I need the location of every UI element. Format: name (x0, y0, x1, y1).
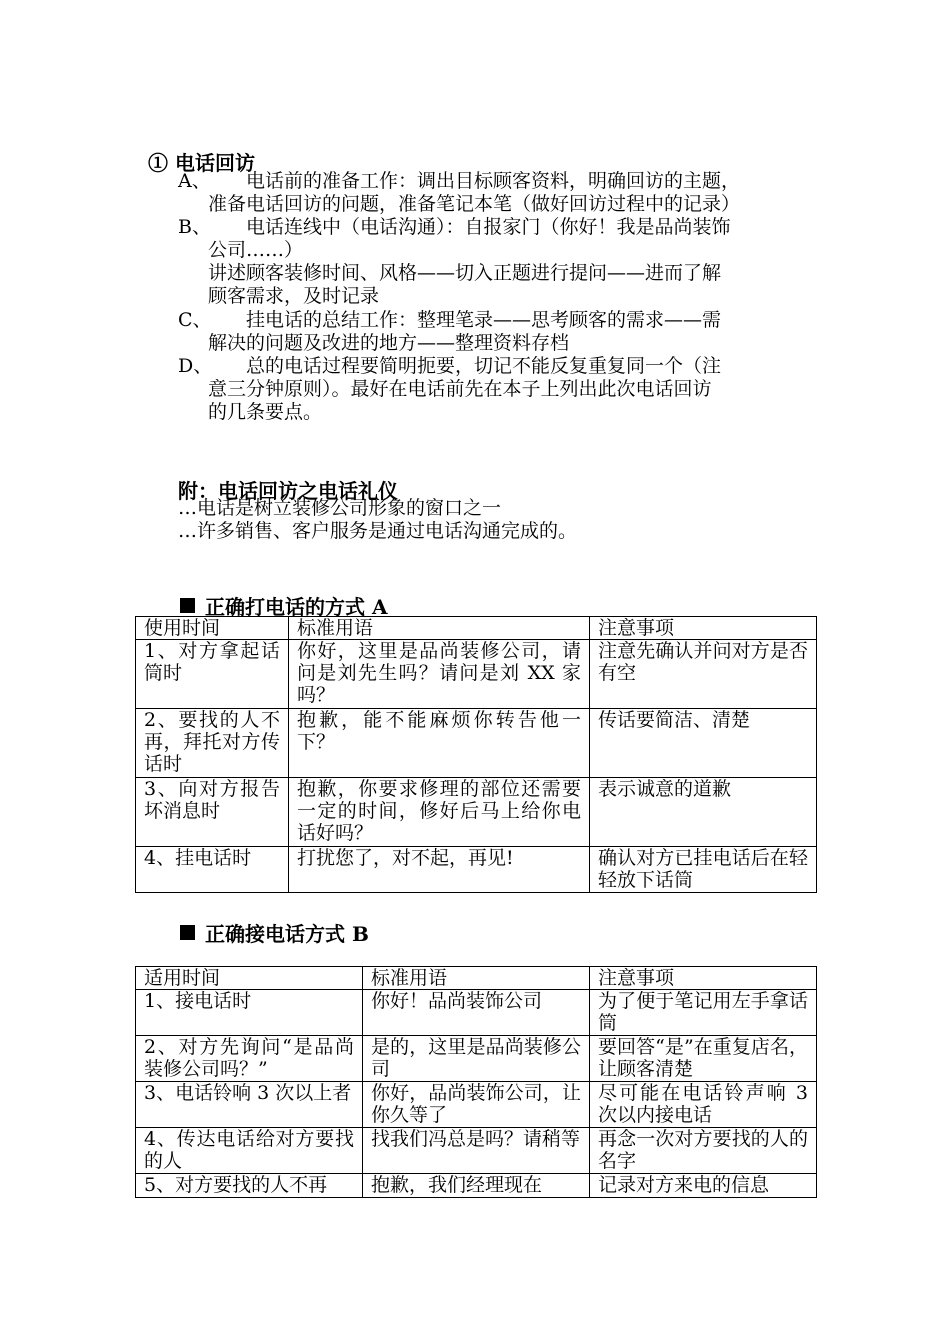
table-cell: 确认对方已挂电话后在轻轻放下话筒 (590, 847, 817, 893)
table-row (136, 1082, 817, 1128)
table-row (136, 1128, 817, 1174)
table-cell: 表示诚意的道歉 (590, 778, 817, 847)
table-cell: 再念一次对方要找的人的名字 (590, 1128, 817, 1174)
table-cell: 是的，这里是品尚装修公司 (363, 1036, 590, 1082)
table-cell: 3、向对方报告坏消息时 (136, 778, 289, 847)
table-cell: 抱歉，我们经理现在 (363, 1174, 590, 1198)
table-cell: 抱歉，你要求修理的部位还需要一定的时间，修好后马上给你电话好吗？ (289, 778, 590, 847)
table-header-row (136, 967, 817, 990)
item-d-line-2: 意三分钟原则）。最好在电话前先在本子上列出此次电话回访 (208, 378, 712, 400)
item-a (178, 170, 818, 216)
item-c (178, 309, 818, 355)
section-title: ① 电话回访 (148, 151, 255, 175)
table-header-cell: 标准用语 (363, 967, 590, 990)
table-cell: 你好，这里是品尚装修公司，请问是刘先生吗？请问是刘 XX 家吗？ (289, 640, 590, 709)
table-cell: 抱歉，能不能麻烦你转告他一下？ (289, 709, 590, 778)
item-d (178, 355, 818, 424)
square-bullet-icon (180, 925, 195, 940)
table-cell: 记录对方来电的信息 (590, 1174, 817, 1198)
table-header-cell: 注意事项 (590, 967, 817, 990)
table-b-title-text: 正确接电话方式 B (205, 922, 369, 946)
appendix-note-1: …电话是树立装修公司形象的窗口之一 (178, 497, 502, 519)
table-cell: 尽可能在电话铃声响 3 次以内接电话 (590, 1082, 817, 1128)
item-c-line-1: 挂电话的总结工作：整理笔录——思考顾客的需求——需 (246, 309, 722, 331)
table-cell: 5、对方要找的人不再 (136, 1174, 363, 1198)
item-c-label: C、 (178, 309, 212, 331)
table-cell: 4、挂电话时 (136, 847, 289, 893)
item-d-line-3: 的几条要点。 (208, 401, 323, 423)
item-a-label: A、 (178, 170, 211, 192)
table-cell: 传话要简洁、清楚 (590, 709, 817, 778)
item-a-line-2: 准备电话回访的问题，准备笔记本笔（做好回访过程中的记录） (208, 193, 741, 215)
table-row (136, 640, 817, 709)
table-a (135, 616, 817, 893)
table-cell: 打扰您了，对不起，再见! (289, 847, 590, 893)
table-row (136, 709, 817, 778)
item-d-line-1: 总的电话过程要简明扼要，切记不能反复重复同一个（注 (246, 355, 722, 377)
table-row (136, 1036, 817, 1082)
item-b-line-4: 顾客需求，及时记录 (208, 285, 380, 307)
square-bullet-icon (180, 598, 195, 613)
table-header-cell: 适用时间 (136, 967, 363, 990)
table-cell: 注意先确认并问对方是否有空 (590, 640, 817, 709)
appendix-note-2: …许多销售、客户服务是通过电话沟通完成的。 (178, 520, 578, 542)
table-header-cell: 标准用语 (289, 617, 590, 640)
item-d-label: D、 (178, 355, 213, 377)
table-cell: 1、接电话时 (136, 990, 363, 1036)
item-b (178, 216, 818, 308)
table-row (136, 990, 817, 1036)
item-b-label: B、 (178, 216, 211, 238)
table-a-title-text: 正确打电话的方式 A (205, 595, 388, 619)
table-row (136, 778, 817, 847)
table-cell: 4、传达电话给对方要找的人 (136, 1128, 363, 1174)
table-cell: 2、要找的人不再，拜托对方传话时 (136, 709, 289, 778)
item-b-line-1: 电话连线中（电话沟通）：自报家门（你好！我是品尚装饰 (246, 216, 731, 238)
table-cell: 为了便于笔记用左手拿话筒 (590, 990, 817, 1036)
table-cell: 2、对方先询问“是品尚装修公司吗？” (136, 1036, 363, 1082)
table-b (135, 966, 817, 1198)
table-row (136, 1174, 817, 1198)
table-header-row (136, 617, 817, 640)
item-b-line-3: 讲述顾客装修时间、风格——切入正题进行提问——进而了解 (208, 262, 722, 284)
table-cell: 找我们冯总是吗？请稍等 (363, 1128, 590, 1174)
table-header-cell: 使用时间 (136, 617, 289, 640)
item-a-line-1: 电话前的准备工作：调出目标顾客资料，明确回访的主题， (246, 170, 741, 192)
table-b-title (180, 918, 369, 947)
table-cell: 要回答“是”在重复店名，让顾客清楚 (590, 1036, 817, 1082)
item-b-line-2: 公司……） (208, 239, 304, 261)
appendix-title: 附：电话回访之电话礼仪 (178, 479, 398, 503)
table-header-cell: 注意事项 (590, 617, 817, 640)
table-row (136, 847, 817, 893)
item-c-line-2: 解决的问题及改进的地方——整理资料存档 (208, 332, 570, 354)
table-cell: 你好，品尚装饰公司，让你久等了 (363, 1082, 590, 1128)
table-cell: 1、对方拿起话筒时 (136, 640, 289, 709)
table-cell: 你好！品尚装饰公司 (363, 990, 590, 1036)
table-cell: 3、电话铃响 3 次以上者 (136, 1082, 363, 1128)
